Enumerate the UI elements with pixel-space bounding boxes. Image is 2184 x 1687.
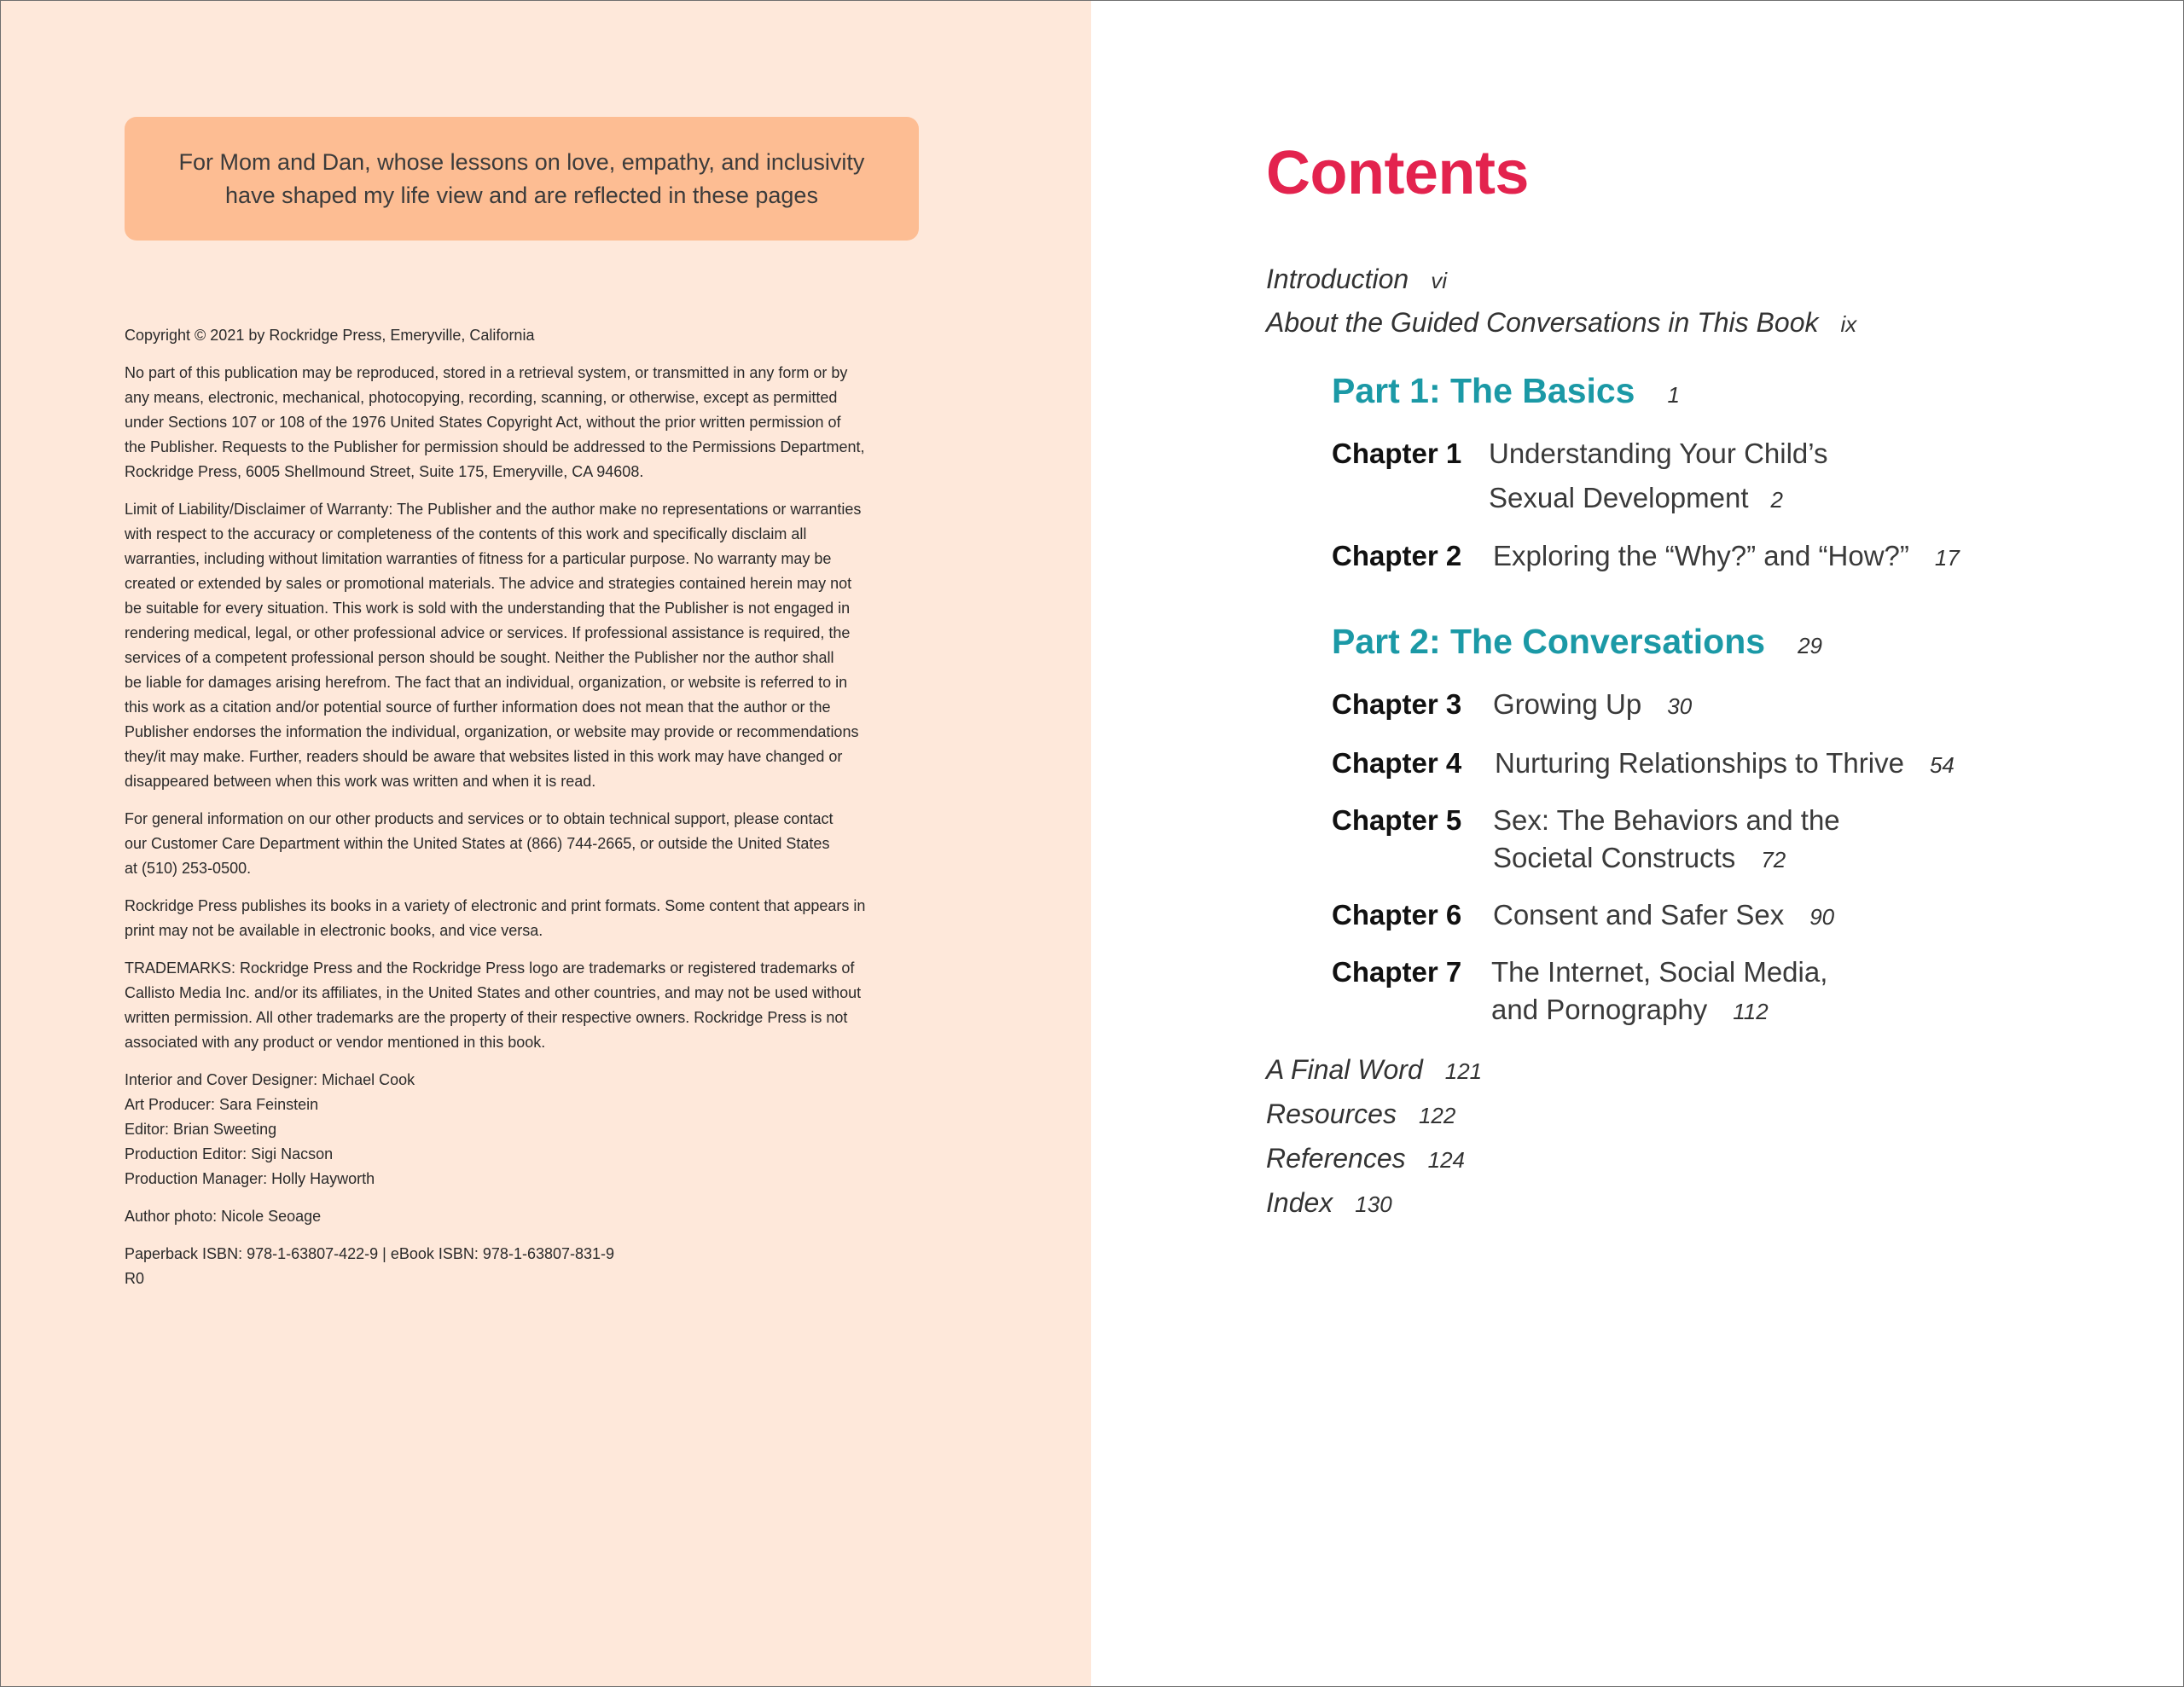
toc-entry-title: Resources xyxy=(1266,1099,1397,1129)
toc-part-2[interactable] xyxy=(1332,620,1822,667)
credit-item: Interior and Cover Designer: Michael Cook xyxy=(125,1071,415,1088)
toc-page-number: 124 xyxy=(1427,1147,1466,1173)
toc-page-number: 17 xyxy=(1934,545,1960,571)
toc-entry-title: Index xyxy=(1266,1187,1333,1218)
credit-item: Production Editor: Sigi Nacson xyxy=(125,1145,334,1162)
credits-list xyxy=(125,1068,935,1191)
toc-entry-title: About the Guided Conversations in This Book xyxy=(1266,307,1819,338)
part-title: Part 1: The Basics xyxy=(1332,371,1635,410)
chapter-label: Chapter 5 xyxy=(1332,804,1462,836)
toc-entry-title: Introduction xyxy=(1266,264,1409,294)
credit-item: Editor: Brian Sweeting xyxy=(125,1121,277,1138)
toc-entry-index[interactable] xyxy=(1266,1186,1392,1221)
chapter-title: Consent and Safer Sex 90 xyxy=(1493,899,1835,930)
toc-page-number: 90 xyxy=(1809,904,1835,930)
chapter-title: Nurturing Relationships to Thrive 54 xyxy=(1495,747,1955,779)
toc-entry-final-word[interactable] xyxy=(1266,1052,1482,1088)
chapter-title: Exploring the “Why?” and “How?” 17 xyxy=(1493,540,1960,571)
toc-page-number: 2 xyxy=(1770,487,1783,513)
credit-item: Art Producer: Sara Feinstein xyxy=(125,1096,319,1113)
toc-entry-title: A Final Word xyxy=(1266,1054,1423,1085)
toc-entry-introduction[interactable] xyxy=(1266,262,1447,298)
toc-entry-resources[interactable] xyxy=(1266,1097,1455,1133)
toc-entry-about-guided-conversations[interactable] xyxy=(1266,305,1856,341)
chapter-title: Sex: The Behaviors and the Societal Constructs 72 xyxy=(1493,804,1840,873)
formats-paragraph: Rockridge Press publishes its books in a variety of electronic and print formats. Some content that appears in print may not be available in electronic books, and vice versa. xyxy=(125,897,866,939)
chapter-label: Chapter 4 xyxy=(1332,747,1462,779)
toc-page-number: 30 xyxy=(1667,693,1693,719)
toc-page-number: vi xyxy=(1431,268,1447,293)
copyright-block xyxy=(125,323,935,1304)
toc-page-number: 130 xyxy=(1355,1191,1392,1217)
copyright-page xyxy=(1,1,1091,1686)
toc-page-number: 112 xyxy=(1733,999,1769,1024)
contents-title: Contents xyxy=(1266,139,1529,207)
dedication-box xyxy=(125,117,919,241)
toc-page-number: ix xyxy=(1840,311,1857,337)
toc-page-number: 1 xyxy=(1667,382,1680,408)
toc-page-number: 121 xyxy=(1444,1058,1483,1084)
chapter-title: Growing Up 30 xyxy=(1493,688,1693,720)
toc-page-number: 122 xyxy=(1418,1103,1456,1128)
chapter-label: Chapter 7 xyxy=(1332,956,1462,988)
toc-page-number: 72 xyxy=(1761,847,1786,872)
support-paragraph: For general information on our other products and services or to obtain technical support, please contact our Customer Care Department within the United States at (866) 744-2665, or outside the United States at (510) 253-0500. xyxy=(125,810,834,877)
chapter-label: Chapter 6 xyxy=(1332,899,1462,930)
isbn-block xyxy=(125,1242,935,1291)
isbn-line: Paperback ISBN: 978-1-63807-422-9 | eBook ISBN: 978-1-63807-831-9 xyxy=(125,1245,615,1262)
author-photo-credit: Author photo: Nicole Seoage xyxy=(125,1208,322,1225)
dedication-line: have shaped my life view and are reflected in these pages xyxy=(225,182,818,208)
toc-page-number: 54 xyxy=(1929,752,1955,778)
part-title: Part 2: The Conversations xyxy=(1332,622,1766,661)
rights-paragraph: No part of this publication may be reproduced, stored in a retrieval system, or transmitted in any form or by any means, electronic, mechanical, photocopying, recording, scanning, or otherwise, except as permitted under Sections 107 or 108 of the 1976 United States Copyright Act, without the prior written permission of the Publisher. Requests to the Publisher for permission should be addressed to the Permissions Department, Rockridge Press, 6005 Shellmound Street, Suite 175, Emeryville, CA 94608. xyxy=(125,364,865,480)
chapter-label: Chapter 3 xyxy=(1332,688,1462,720)
chapter-title: Understanding Your Child’s Sexual Development 2 xyxy=(1489,438,1828,513)
liability-paragraph: Limit of Liability/Disclaimer of Warranty: The Publisher and the author make no representations or warranties with respect to the accuracy or completeness of the contents of this work and specifically disclaim all warranties, including without limitation warranties of fitness for a particular purpose. No warranty may be created or extended by sales or promotional materials. The advice and strategies contained herein may not be suitable for every situation. This work is sold with the understanding that the Publisher is not engaged in rendering medical, legal, or other professional advice or services. If professional assistance is required, the services of a competent professional person should be sought. Neither the Publisher nor the author shall be liable for damages arising herefrom. The fact that an individual, organization, or website is referred to in this work as a citation and/or potential source of further information does not mean that the author or the Publisher endorses the information the individual, organization, or website may provide or recommendations they/it may make. Further, readers should be aware that websites listed in this work may have changed or disappeared between when this work was written and when it is read. xyxy=(125,501,862,790)
toc-entry-references[interactable] xyxy=(1266,1141,1465,1177)
copyright-notice: Copyright © 2021 by Rockridge Press, Emeryville, California xyxy=(125,327,535,344)
chapter-label: Chapter 2 xyxy=(1332,540,1462,571)
toc-page-number: 29 xyxy=(1798,633,1822,658)
toc-entry-title: References xyxy=(1266,1143,1406,1174)
dedication-line: For Mom and Dan, whose lessons on love, empathy, and inclusivity xyxy=(178,148,865,175)
printing-code: R0 xyxy=(125,1270,145,1287)
trademarks-paragraph: TRADEMARKS: Rockridge Press and the Rockridge Press logo are trademarks or registered trademarks of Callisto Media Inc. and/or its affiliates, in the United States and other countries, and may not be used without written permission. All other trademarks are the property of their respective owners. Rockridge Press is not associated with any product or vendor mentioned in this book. xyxy=(125,959,862,1051)
toc-part-1[interactable] xyxy=(1332,369,1680,416)
credit-item: Production Manager: Holly Hayworth xyxy=(125,1170,375,1187)
chapter-label: Chapter 1 xyxy=(1332,438,1462,469)
chapter-title: The Internet, Social Media, and Pornography 112 xyxy=(1491,956,1828,1025)
